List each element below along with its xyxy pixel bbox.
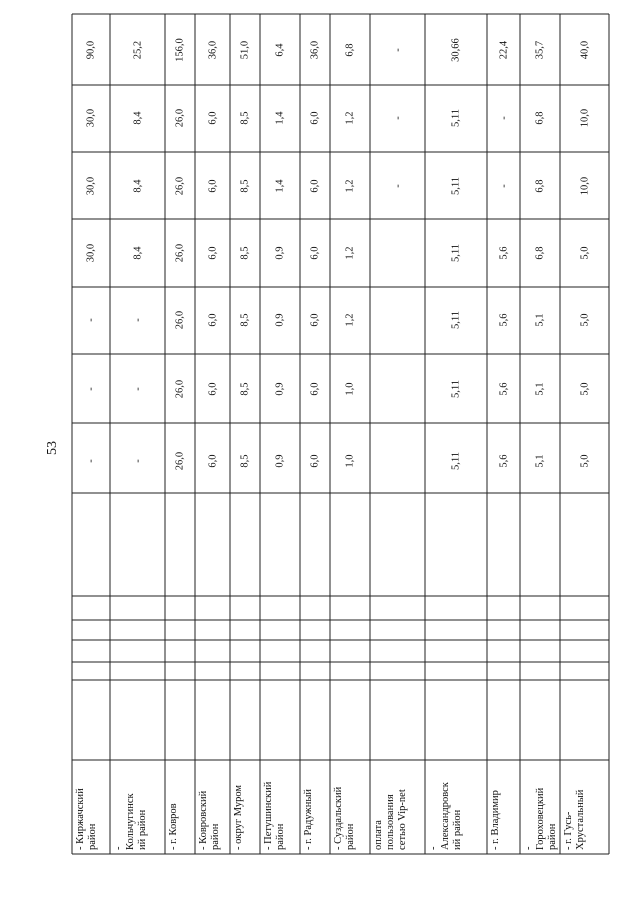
row-label-text: - г. Владимир [490,790,501,850]
cell-value: 5,11 [450,109,462,127]
cell-value: 8,5 [239,179,251,193]
cell-value: - [392,48,403,52]
cell-value: 5,11 [450,244,462,262]
cell-value: 6,0 [207,179,218,193]
cell-value: 1,2 [344,246,356,260]
cell-value: 5,11 [450,177,462,195]
cell-value: 8,4 [132,246,143,260]
cell-value: 8,5 [239,382,251,396]
cell-value: 6,8 [534,179,546,193]
cell-value: 1,2 [344,111,356,125]
cell-value: 26,0 [174,451,186,471]
cell-value: 25,2 [132,40,143,60]
row-label-text: - Суздальский район [333,786,356,850]
cell-value: 10,0 [579,108,590,128]
cell-value: 6,0 [207,454,218,468]
cell-value: 5,6 [498,382,509,396]
cell-value: 8,5 [239,111,251,125]
cell-value: 26,0 [174,108,186,128]
cell-value: 8,5 [239,313,251,327]
cell-value: 6,0 [207,313,218,327]
cell-value: - [498,116,509,120]
cell-value: - [132,387,143,391]
cell-value: 30,0 [85,108,97,128]
cell-value: 8,5 [239,454,251,468]
cell-value: 51,0 [239,40,251,60]
cell-value: 36,0 [309,40,321,60]
cell-value: 30,0 [85,243,97,263]
cell-value: 5,11 [450,452,462,470]
cell-value: 5,0 [579,246,590,260]
cell-value: 35,7 [534,40,546,60]
cell-value: - [392,116,403,120]
cell-value: 6,8 [534,246,546,260]
cell-value: 6,0 [207,382,218,396]
cell-value: 6,8 [344,43,356,57]
cell-value: 36,0 [207,40,218,60]
cell-value: 6,4 [274,43,286,57]
cell-value: 90,0 [85,40,97,60]
cell-value: 5,11 [450,380,462,398]
row-label-text: - Александровск ий район [428,782,463,850]
cell-value: 8,4 [132,111,143,125]
row-label-text: - Киржачский район [75,788,98,850]
cell-value: 5,0 [579,454,590,468]
cell-value: 6,8 [534,111,546,125]
cell-value: 0,9 [274,246,286,260]
page-number: 53 [45,441,60,455]
cell-value: 6,0 [309,313,321,327]
cell-value: 26,0 [174,176,186,196]
cell-value: 6,0 [309,382,321,396]
cell-value: 5,0 [579,382,590,396]
cell-value: 6,0 [207,111,218,125]
cell-value: 6,0 [309,111,321,125]
cell-value: 1,4 [274,179,286,193]
cell-value: 1,2 [344,179,356,193]
cell-value: 5,1 [534,313,546,327]
cell-value: 1,4 [274,111,286,125]
row-label-text: - Кольчугинск ий район [113,793,148,850]
cell-value: 5,0 [579,313,590,327]
cell-value: 5,1 [534,382,546,396]
row-label-text: - г. Ковров [168,803,179,850]
cell-value: - [85,387,97,391]
cell-value: 6,0 [309,454,321,468]
cell-value: 6,0 [309,179,321,193]
cell-value: 5,6 [498,246,509,260]
cell-value: 30,0 [85,176,97,196]
row-label-text: оплата пользования сетью Vip-net [373,789,408,850]
cell-value: 26,0 [174,310,186,330]
cell-value: 40,0 [579,40,590,60]
cell-value: 10,0 [579,176,590,196]
cell-value: 26,0 [174,243,186,263]
cell-value: 1,0 [344,382,356,396]
cell-value: 0,9 [274,382,286,396]
cell-value: 5,1 [534,454,546,468]
cell-value: 8,4 [132,179,143,193]
row-label-text: - Гороховецкий район [523,787,558,850]
cell-value: 1,0 [344,454,356,468]
cell-value: 0,9 [274,313,286,327]
cell-value: - [498,184,509,188]
cell-value: 6,0 [207,246,218,260]
row-label-text: - округ Муром [233,784,244,850]
cell-value: - [132,459,143,463]
cell-value: 0,9 [274,454,286,468]
cell-value: - [85,318,97,322]
row-label-text: - Ковровский район [198,790,221,850]
cell-value: 156,0 [174,38,186,62]
cell-value: 30,66 [450,38,462,62]
cell-value: 26,0 [174,379,186,399]
cell-value: 6,0 [309,246,321,260]
row-label-text: - Петушинский район [263,781,286,850]
row-label-text: - г. Радужный [303,789,314,850]
cell-value: 22,4 [498,40,509,60]
cell-value: - [85,459,97,463]
cell-value: 8,5 [239,246,251,260]
cell-value: 1,2 [344,313,356,327]
cell-value: 5,6 [498,454,509,468]
row-label-text: - г. Гусь- Хрустальный [563,789,586,850]
cell-value: 5,6 [498,313,509,327]
cell-value: - [132,318,143,322]
cell-value: - [392,184,403,188]
cell-value: 5,11 [450,311,462,329]
